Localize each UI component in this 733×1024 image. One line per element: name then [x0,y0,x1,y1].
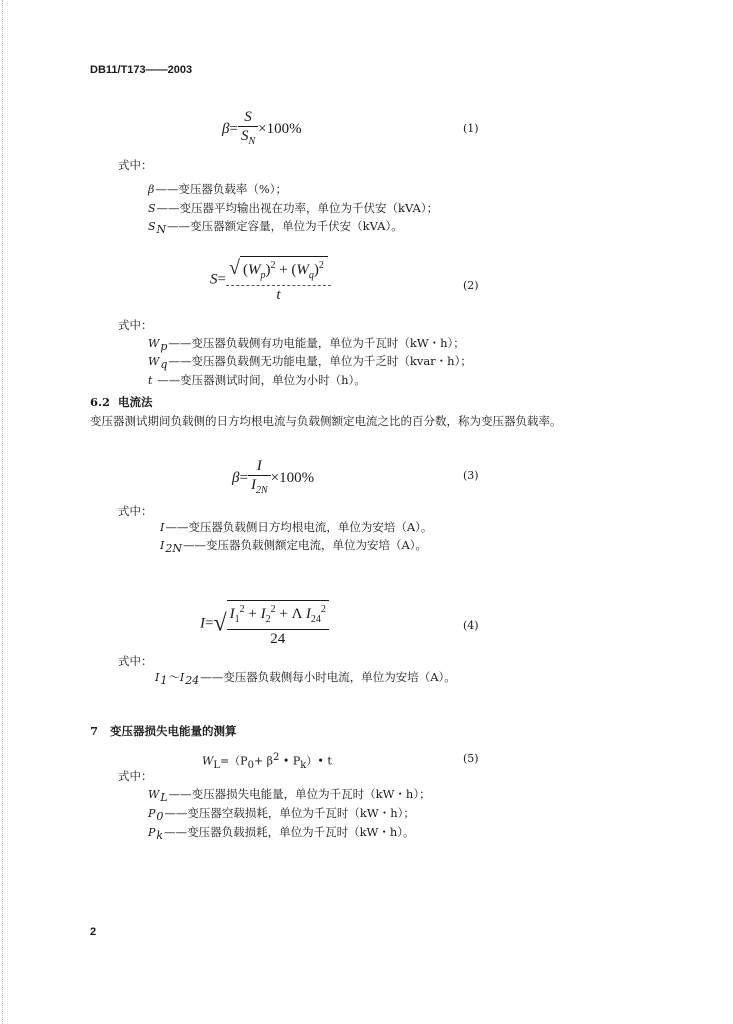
def-t: t ——变压器测试时间，单位为小时（h）。 [148,373,366,387]
equation-4-number: (4) [463,619,479,632]
eq3-fraction: $\frac{I}{I_{2N}}$ [248,457,271,500]
page-number: 2 [90,926,97,938]
def-wq: $W_q——$变压器负载侧无功能电量，单位为千乏时（kvar・h）； [148,354,472,372]
eq1-den: S [240,128,249,144]
def-i2n: $I_{2N}——$变压器负载侧额定电流，单位为安培（A）。 [160,538,428,556]
where-label-1: 式中： [118,158,153,172]
def-beta: β——变压器负载率（%）； [148,182,288,196]
eq2-fraction [226,256,331,304]
equation-2-number: (2) [463,279,479,292]
section-7-heading: 7 变压器损失电能量的测算 [90,724,237,738]
eq2-eq: = [217,271,226,288]
equation-5: $W_L=(P_0+ \beta^2$ • $P_k)•$ t [202,752,332,771]
eq1-fraction [238,108,258,151]
def-pk: $P_k——$变压器负载损耗，单位为千瓦时（kW・h）。 [148,825,415,843]
eq1-lhs: β [222,120,230,137]
eq1-eq: = [229,120,238,137]
equation-3-number: (3) [463,469,479,482]
eq1-tail: ×100% [258,120,302,137]
def-i: I——变压器负载侧日方均根电流，单位为安培（A）。 [160,520,433,534]
eq4-radical: √ $\frac{I_1^2 + I_2^2 + \Lambda I_{24}^2}{24}$ [213,600,328,648]
standard-number: DB11/T173——2003 [90,64,193,76]
def-sn: $S_N——$变压器额定容量，单位为千伏安（kVA）。 [148,219,403,237]
where-label-3: 式中： [118,504,153,518]
def-wl: $W_L——$变压器损失电能量，单位为千瓦时（kW・h）； [148,787,431,805]
section-6-2-body: 变压器测试期间负载侧的日方均根电流与负载侧额定电流之比的百分数，称为变压器负载率。 [90,414,562,428]
equation-4: I=√ $\frac{I_1^2 + I_2^2 + \Lambda I_{24}^2}{24}$ [200,600,329,648]
def-s: S——变压器平均输出视在功率，单位为千伏安（kVA）； [148,201,439,215]
equation-2 [210,256,331,304]
def-hourly-current: $I_1\sim I_{24}——$变压器负载侧每小时电流，单位为安培（A）。 [155,670,456,688]
where-label-4: 式中： [118,654,153,668]
def-p0: $P_0——$变压器空载损耗，单位为千瓦时（kW・h）； [148,806,415,824]
section-6-2-heading: 6.2 电流法 [90,395,153,409]
eq1-den-sub: N [248,136,256,147]
equation-1 [222,108,302,151]
equation-1-number: (1) [463,122,479,135]
equation-5-number: (5) [463,752,479,765]
equation-3: β= $\frac{I}{I_{2N}}$ ×100% [232,457,314,500]
eq1-num: S [244,109,252,125]
eq2-den: t [276,287,281,303]
def-wp: $W_p——$变压器负载侧有功电能量，单位为千瓦时（kW・h）； [148,336,465,354]
where-label-2: 式中： [118,318,153,332]
where-label-5: 式中： [118,769,153,783]
eq2-radical: √ $(W_p)^2 + (W_q)^2$ [229,256,328,285]
eq2-lhs: S [210,271,218,288]
scan-edge [2,0,13,1024]
